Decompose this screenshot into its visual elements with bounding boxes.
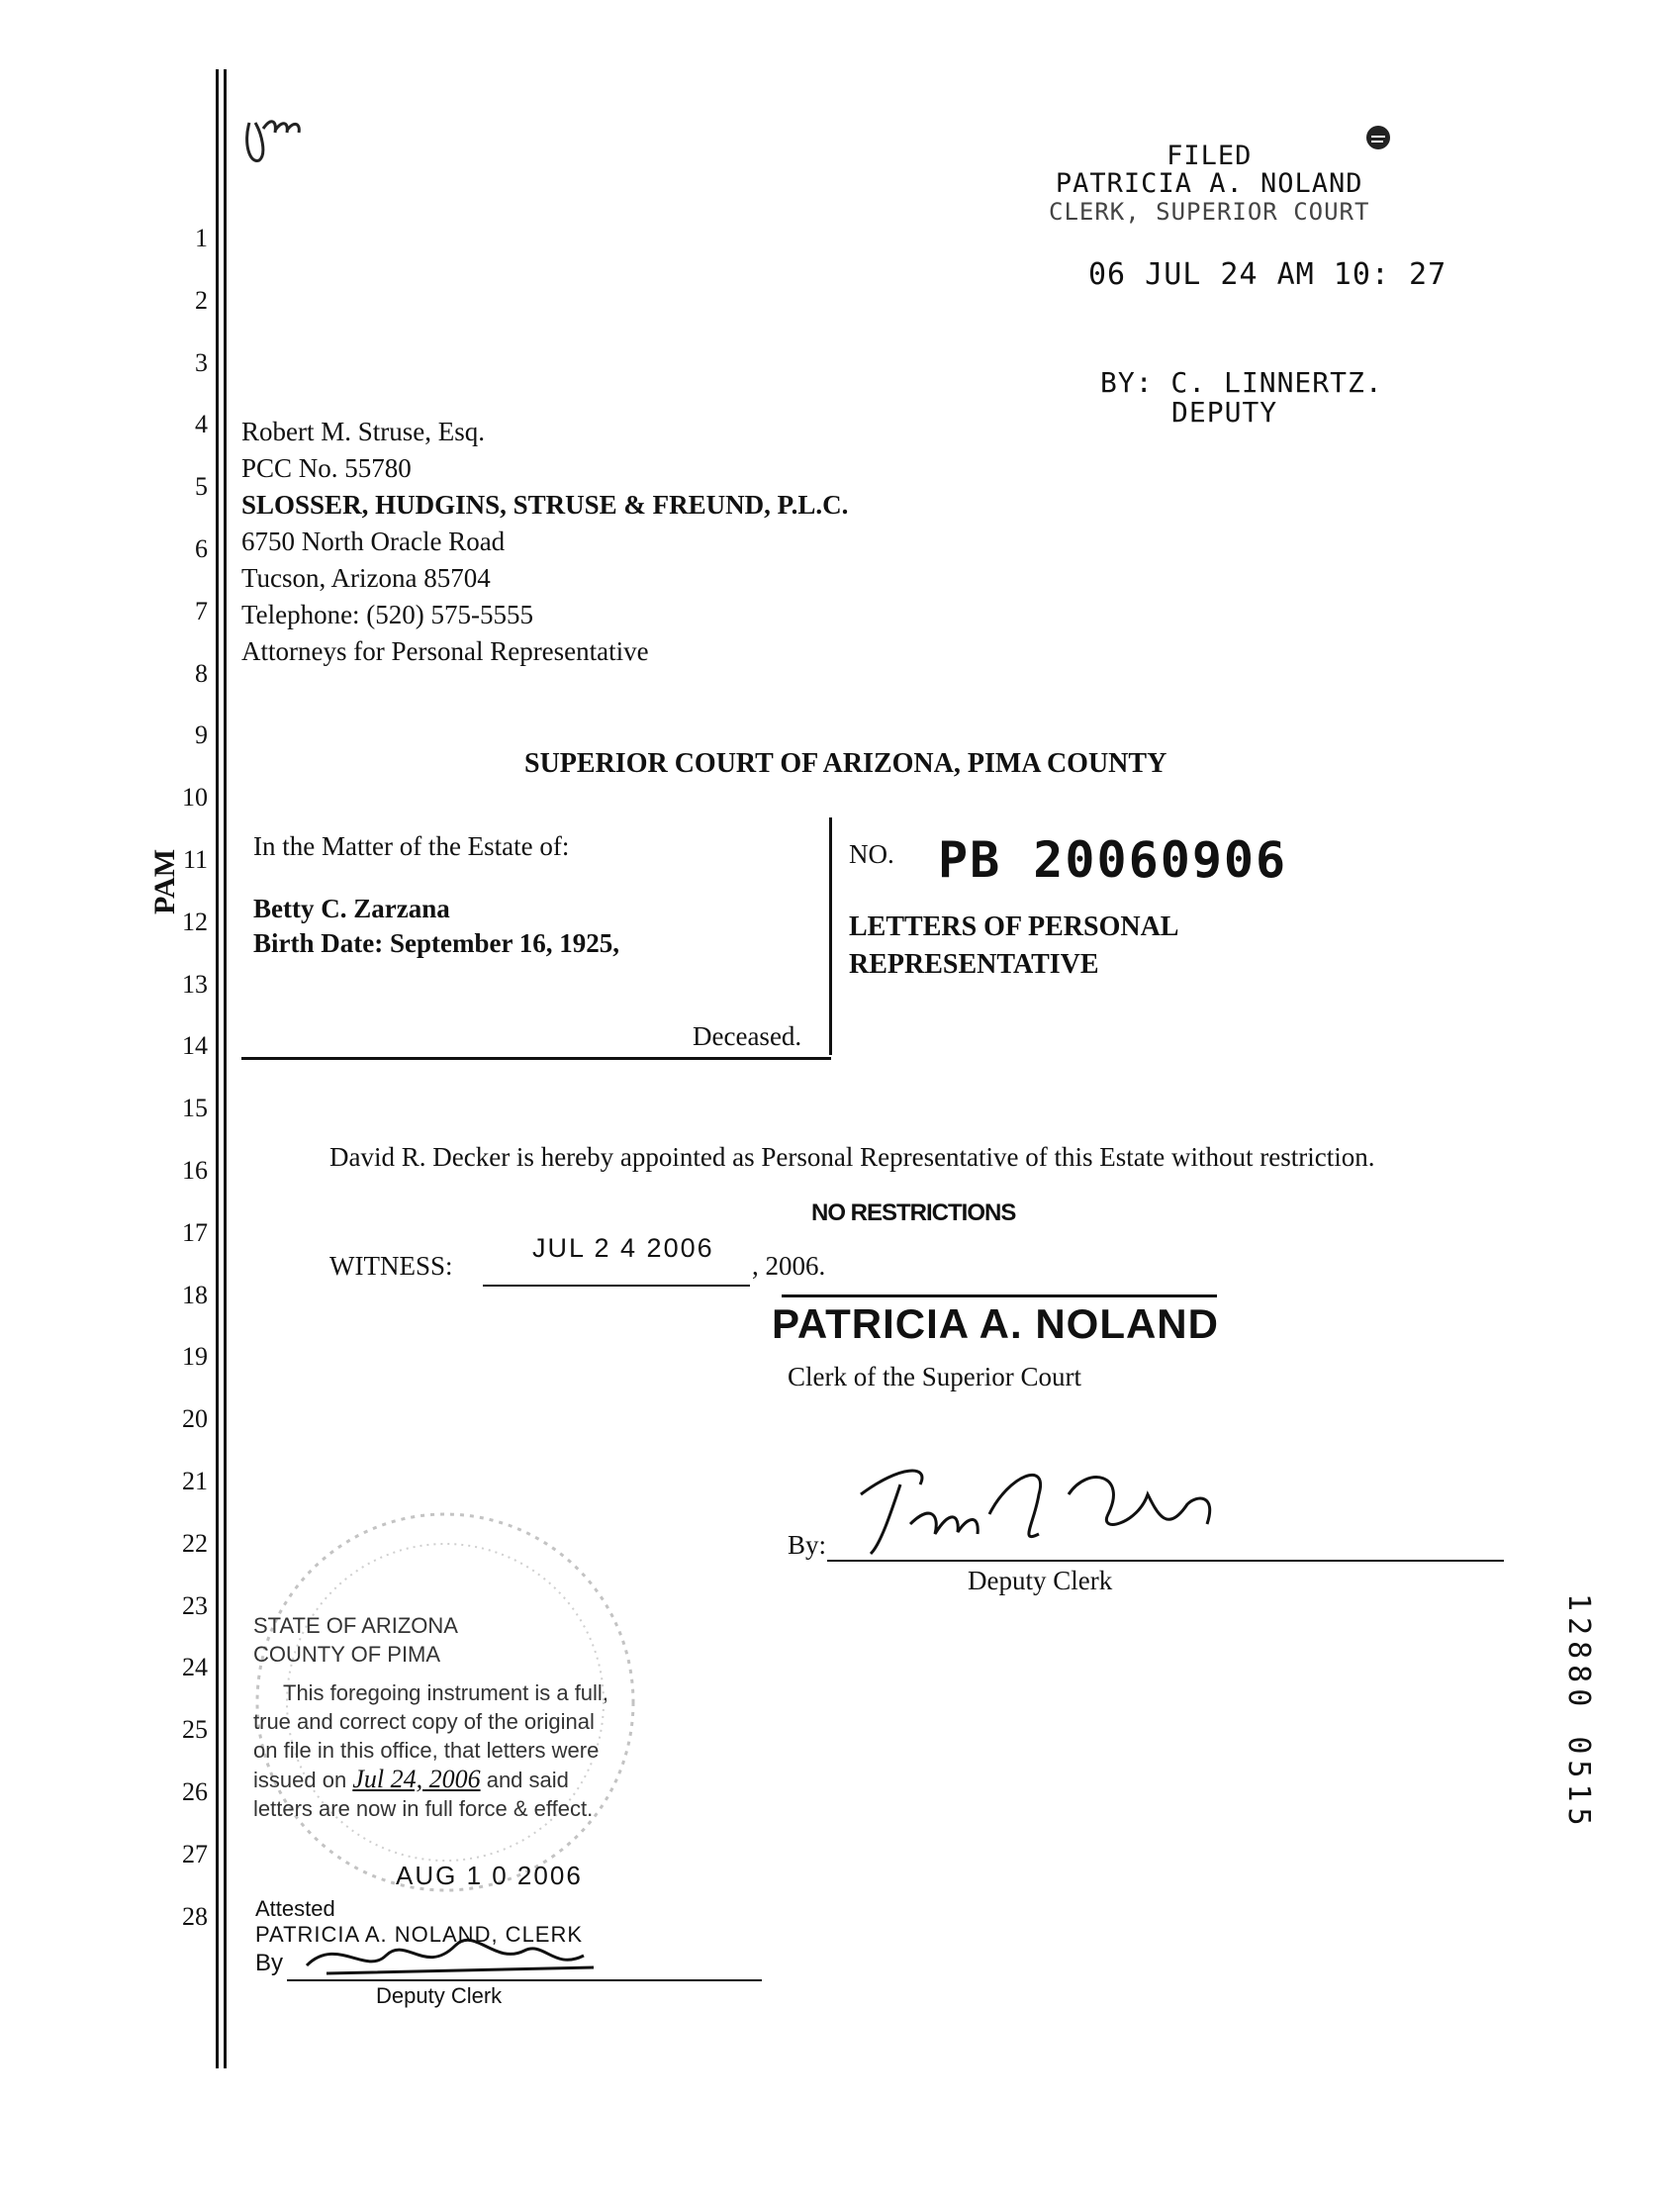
certification-block [253,1611,608,1823]
line-number: 17 [182,1217,208,1247]
line-number: 7 [195,596,208,625]
line-number: 10 [182,783,208,813]
stamp-mark-icon [1363,123,1393,152]
attorney-phone: Telephone: (520) 575-5555 [241,600,534,629]
caption-birth-date: Birth Date: September 16, 1925, [253,928,619,958]
handwritten-initials [241,103,330,172]
filed-stamp-clerk: PATRICIA A. NOLAND [1055,168,1363,199]
line-number: 4 [195,410,208,439]
cert-text-4 [253,1765,608,1794]
cert-signature-line [287,1979,762,1981]
line-number: 22 [182,1528,208,1558]
line-number: 11 [182,845,208,874]
caption-divider [829,817,832,1055]
filed-stamp-title: FILED [1167,141,1253,171]
case-number: PB 20060906 [938,831,1288,889]
cert-text-1: This foregoing instrument is a full, [283,1680,608,1705]
deputy-signature [841,1455,1227,1564]
line-number: 26 [182,1777,208,1806]
cert-issued-label: issued on [253,1768,347,1792]
attorney-pcc: PCC No. 55780 [241,453,412,483]
line-number: 19 [182,1342,208,1372]
line-number: 20 [182,1404,208,1434]
line-number: 28 [182,1901,208,1931]
attorney-block [241,414,848,670]
line-number: 1 [195,224,208,252]
witness-date: JUL 2 4 2006 [532,1233,714,1263]
recording-number-stamp: 12880 0515 [1561,1593,1596,1832]
document-title-line2: REPRESENTATIVE [849,949,1099,980]
cert-attested: Attested [255,1896,335,1921]
clerk-rule [782,1294,1217,1297]
appointment-text: David R. Decker is hereby appointed as Personal Representative of this Estate without restriction. [329,1142,1375,1172]
filed-by-deputy: BY: C. LINNERTZ. [1100,366,1383,399]
caption-deceased: Deceased. [693,1021,802,1051]
cert-deputy-clerk: Deputy Clerk [376,1983,503,2008]
line-number: 6 [195,534,208,563]
cert-date: AUG 1 0 2006 [396,1861,583,1890]
caption-left [253,831,619,959]
witness-label: WITNESS: [329,1251,453,1281]
cert-issued-date: Jul 24, 2006 [352,1765,481,1793]
line-number: 2 [195,285,208,315]
clerk-name: PATRICIA A. NOLAND [772,1300,1219,1347]
cert-state: STATE OF ARIZONA [253,1613,458,1638]
line-number: 23 [182,1590,208,1620]
line-number: 25 [182,1715,208,1745]
witness-date-line [483,1285,750,1287]
caption-underline [241,1057,831,1060]
document-title-line1: LETTERS OF PERSONAL [849,911,1179,942]
document-title [849,909,1178,984]
line-number: 8 [195,658,208,688]
margin-initials: PAM [148,848,181,914]
filed-by-title: DEPUTY [1171,396,1278,429]
line-number: 13 [182,969,208,999]
line-number: 3 [195,347,208,377]
line-number: 16 [182,1156,208,1185]
filed-timestamp: 06 JUL 24 AM 10: 27 [1088,257,1447,292]
line-number: 9 [195,720,208,750]
witness-year: , 2006. [752,1251,826,1281]
clerk-title: Clerk of the Superior Court [788,1362,1081,1391]
filed-stamp-court: CLERK, SUPERIOR COURT [1049,198,1370,226]
caption-decedent: Betty C. Zarzana [253,894,450,923]
cert-text-5: letters are now in full force & effect. [253,1796,594,1821]
cert-issued-suffix: and said [486,1768,569,1792]
court-title: SUPERIOR COURT OF ARIZONA, PIMA COUNTY [524,748,1167,779]
no-restrictions-stamp: NO RESTRICTIONS [811,1199,1016,1226]
cert-clerk: PATRICIA A. NOLAND, CLERK [255,1922,584,1947]
attorney-firm: SLOSSER, HUDGINS, STRUSE & FREUND, P.L.C. [241,490,849,520]
line-number: 12 [182,907,208,936]
cert-signature [297,1916,673,1985]
attorney-name: Robert M. Struse, Esq. [241,417,485,446]
signature-by-label: By: [788,1530,827,1560]
cert-county: COUNTY OF PIMA [253,1642,441,1667]
attorney-role: Attorneys for Personal Representative [241,636,649,666]
signature-line [827,1560,1504,1562]
line-number: 18 [182,1280,208,1309]
filed-by [1100,368,1383,428]
cert-by: By [255,1950,284,1976]
filed-stamp [1049,143,1369,226]
line-number: 21 [182,1467,208,1495]
cert-text-2: true and correct copy of the original [253,1709,595,1734]
line-number: 24 [182,1653,208,1682]
deputy-clerk-label: Deputy Clerk [968,1566,1113,1595]
case-number-label: NO. [849,839,894,869]
line-number: 5 [195,472,208,502]
line-number: 27 [182,1839,208,1868]
attorney-street: 6750 North Oracle Road [241,527,506,556]
line-number: 15 [182,1094,208,1123]
caption-matter: In the Matter of the Estate of: [253,831,570,861]
margin-rule-outer [216,69,219,2068]
margin-rule-inner [224,69,227,2068]
cert-text-3: on file in this office, that letters were [253,1738,600,1763]
line-number: 14 [182,1031,208,1061]
attorney-city: Tucson, Arizona 85704 [241,563,491,593]
